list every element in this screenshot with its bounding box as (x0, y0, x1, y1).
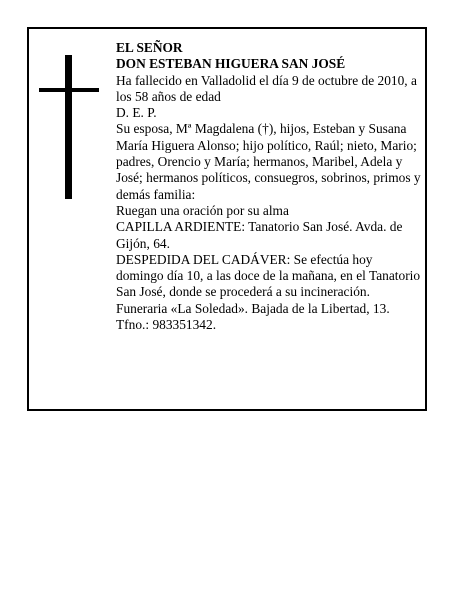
prayer-request: Ruegan una oración por su alma (116, 202, 289, 218)
family-list: Su esposa, Mª Magdalena (†), hijos, Esteban y Susana María Higuera Alonso; hijo político, Raúl; nieto, Mario; padres, Orencio y María; hermanos, Maribel, Adela y José; hermanos políticos, consuegros, sobrinos, primos y demás familia: (116, 121, 421, 202)
obituary-text (116, 40, 422, 333)
farewell-info: DESPEDIDA DEL CADÁVER: Se efectúa hoy domingo día 10, a las doce de la mañana, en el Tanatorio San José, donde se procederá a su incineración. (116, 251, 421, 300)
obituary-title: EL SEÑOR (116, 40, 183, 55)
death-notice: Ha fallecido en Valladolid el día 9 de octubre de 2010, a los 58 años de edad (116, 72, 417, 104)
deceased-name: DON ESTEBAN HIGUERA SAN JOSÉ (116, 56, 346, 72)
obituary-notice (27, 27, 427, 411)
chapel-info: CAPILLA ARDIENTE: Tanatorio San José. Avda. de Gijón, 64. (116, 219, 403, 251)
cross-icon (39, 55, 99, 199)
funeral-home-info: Funeraria «La Soledad». Bajada de la Libertad, 13. Tfno.: 983351342. (116, 300, 390, 333)
cross-horizontal-bar (39, 88, 99, 92)
rip-line: D. E. P. (116, 105, 157, 121)
cross-vertical-bar (65, 55, 72, 199)
